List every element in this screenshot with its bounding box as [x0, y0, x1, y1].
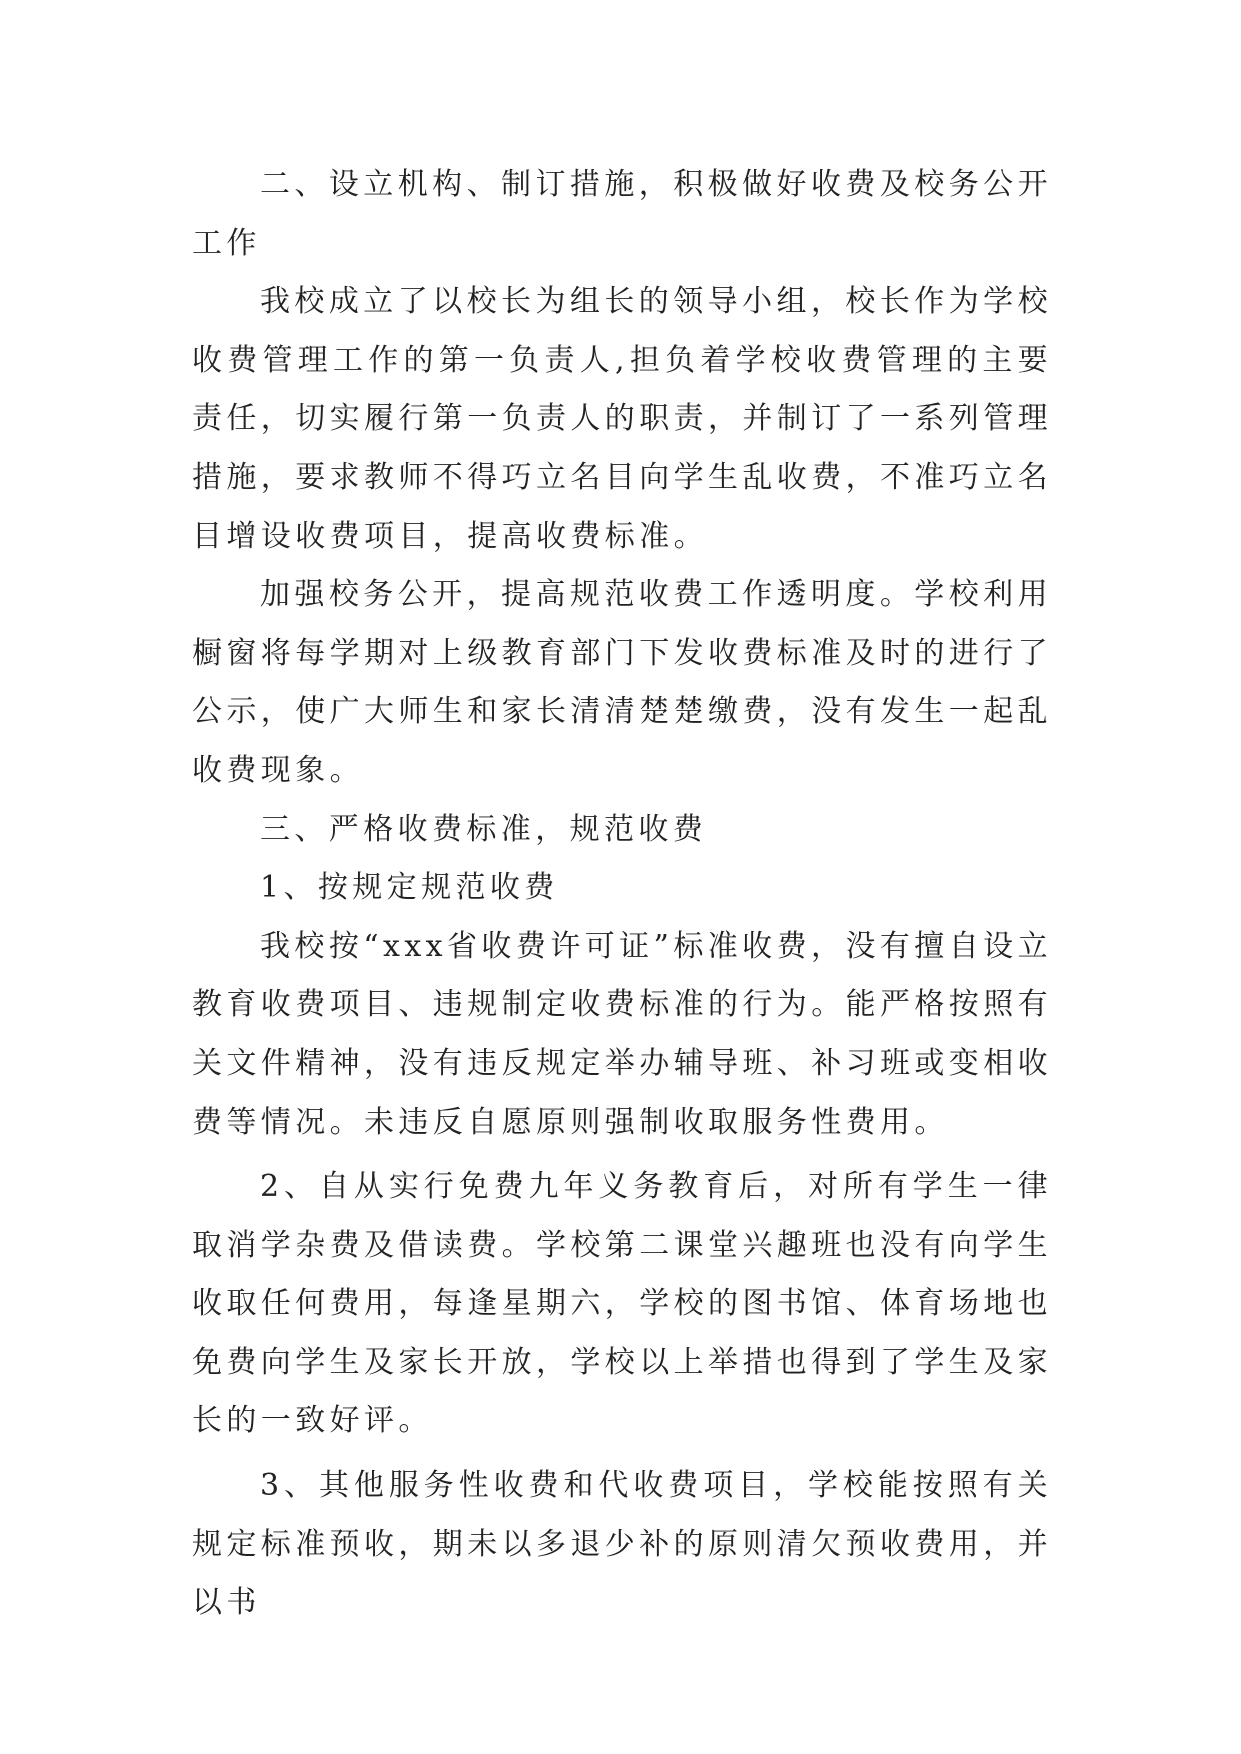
document-body	[192, 156, 1052, 1633]
section-heading-3: 三、严格收费标准，规范收费	[260, 811, 708, 847]
paragraph-item-3: 3、其他服务性收费和代收费项目，学校能按照有关规定标准预收，期未以多退少补的原则清欠预收费用，并以书	[192, 1468, 1052, 1621]
paragraph-affairs-disclosure: 加强校务公开，提高规范收费工作透明度。学校利用橱窗将每学期对上级教育部门下发收费标准及时的进行了公示，使广大师生和家长清清楚楚缴费，没有发生一起乱收费现象。	[192, 577, 1052, 788]
paragraph-leadership-group: 我校成立了以校长为组长的领导小组，校长作为学校收费管理工作的第一负责人,担负着学校收费管理的主要责任，切实履行第一负责人的职责，并制订了一系列管理措施，要求教师不得巧立名目向学生乱收费，不准巧立名目增设收费项目，提高收费标准。	[192, 284, 1052, 554]
section-heading-2: 二、设立机构、制订措施，积极做好收费及校务公开工作	[192, 167, 1052, 261]
subheading-1: 1、按规定规范收费	[260, 870, 559, 906]
paragraph-fee-license: 我校按“xxx省收费许可证”标准收费，没有擅自设立教育收费项目、违规制定收费标准的行为。能严格按照有关文件精神，没有违反规定举办辅导班、补习班或变相收费等情况。未违反自愿原则强制收取服务性费用。	[192, 928, 1052, 1140]
paragraph-item-2: 2、自从实行免费九年义务教育后，对所有学生一律取消学杂费及借读费。学校第二课堂兴趣班也没有向学生收取任何费用，每逢星期六，学校的图书馆、体育场地也免费向学生及家长开放，学校以上举措也得到了学生及家长的一致好评。	[192, 1169, 1052, 1439]
